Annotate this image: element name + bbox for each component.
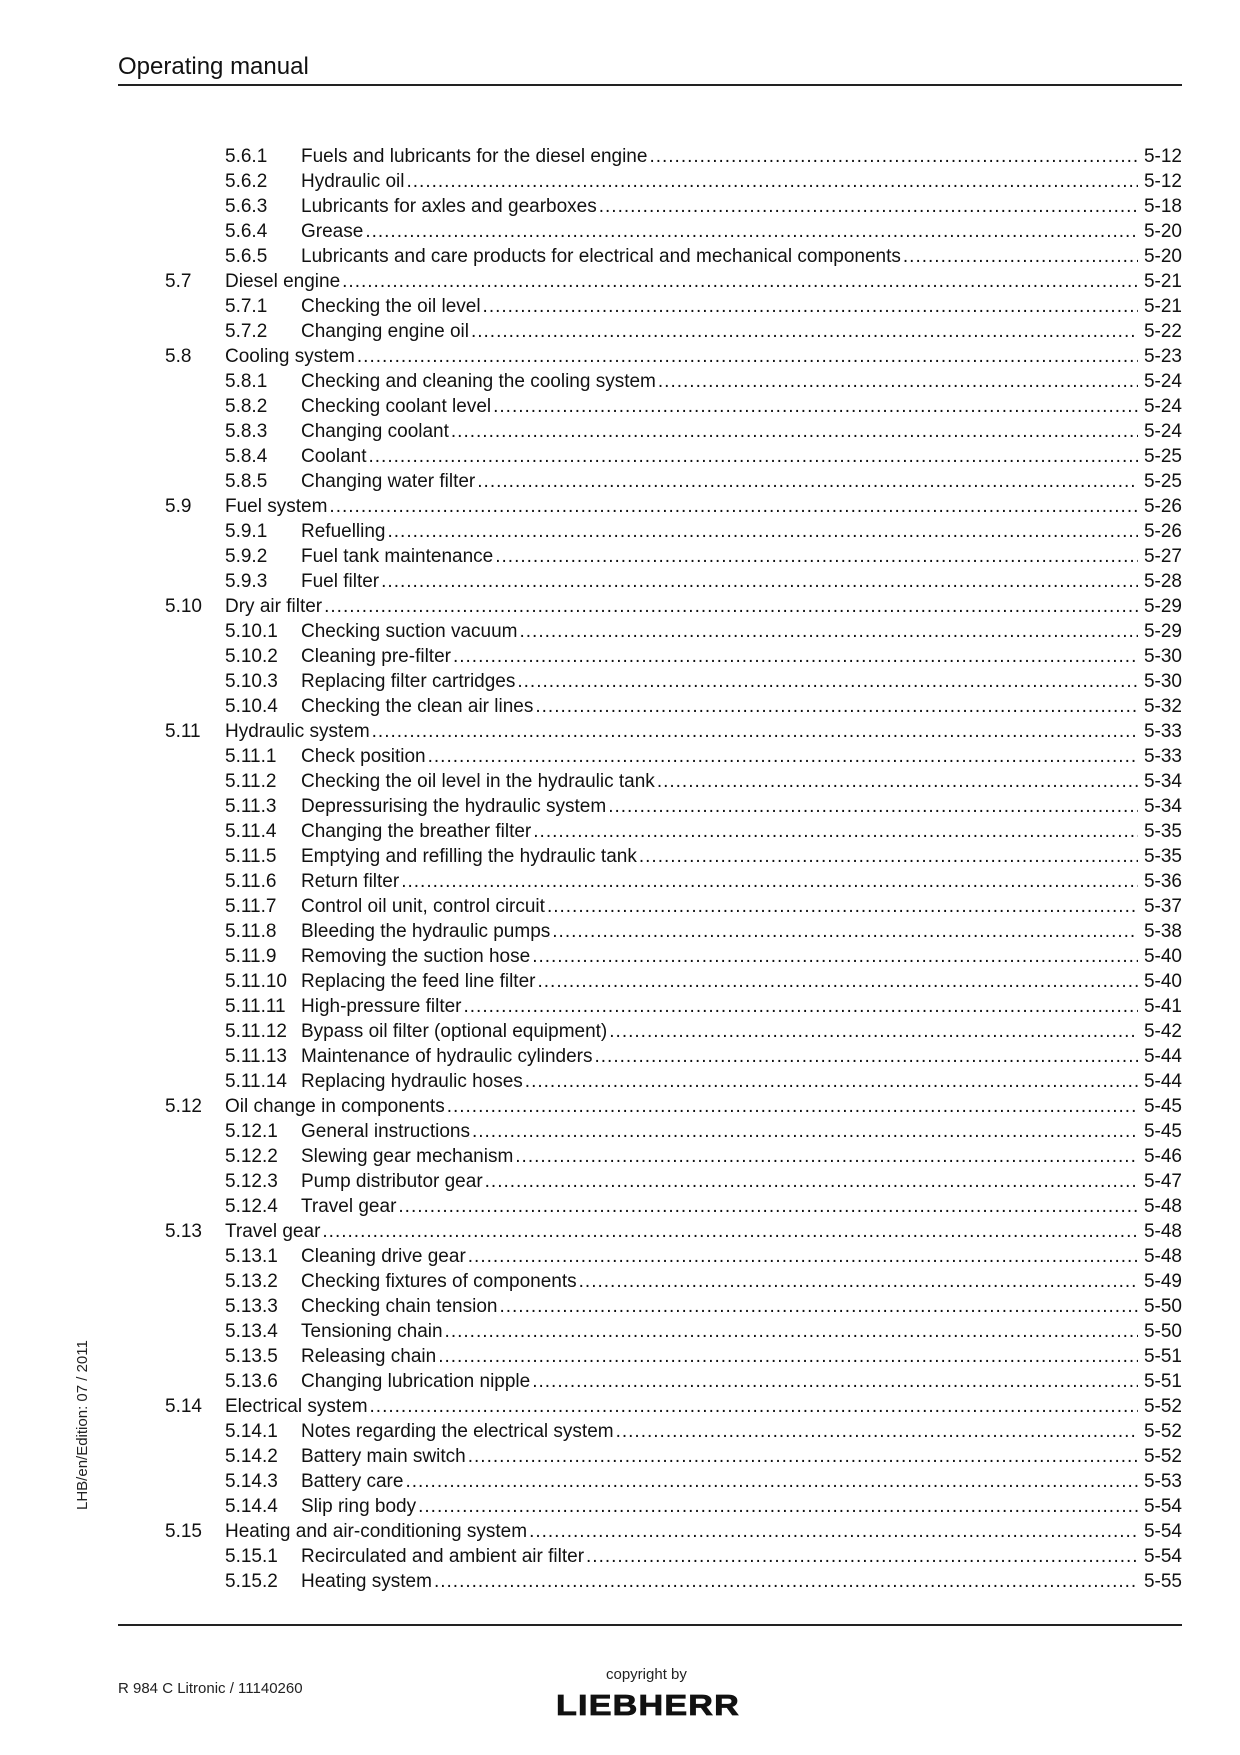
toc-section-title-text: Checking the oil level in the hydraulic tank [301, 771, 655, 792]
toc-section-number: 5.11.8 [225, 921, 277, 942]
toc-section-title [301, 194, 1138, 219]
toc-page-number: 5-25 [1141, 469, 1182, 494]
toc-page-number: 5-51 [1141, 1344, 1182, 1369]
footer-copyright: copyright by [606, 1666, 687, 1683]
toc-page-number: 5-20 [1141, 244, 1182, 269]
toc-section-title [225, 1394, 1138, 1419]
toc-section-title [301, 644, 1138, 669]
toc-page-number: 5-47 [1141, 1169, 1182, 1194]
toc-section-number: 5.12.3 [225, 1171, 278, 1192]
toc-page-number: 5-52 [1141, 1444, 1182, 1469]
toc-page-number: 5-12 [1141, 169, 1182, 194]
toc-page-number: 5-38 [1141, 919, 1182, 944]
toc-page-number: 5-44 [1141, 1069, 1182, 1094]
toc-page-number: 5-29 [1141, 594, 1182, 619]
toc-section-number: 5.13.3 [225, 1296, 278, 1317]
toc-page-number: 5-33 [1141, 744, 1182, 769]
toc-page-number: 5-37 [1141, 894, 1182, 919]
toc-section-title-text: Lubricants for axles and gearboxes [301, 196, 597, 217]
toc-section-title-text: Return filter [301, 871, 400, 892]
toc-row [118, 1494, 1182, 1519]
toc-section-number: 5.9.3 [225, 571, 268, 592]
toc-section-number: 5.14.2 [225, 1446, 278, 1467]
toc-page-number: 5-21 [1141, 269, 1182, 294]
toc-section-number: 5.13.6 [225, 1371, 278, 1392]
toc-section-title [301, 619, 1138, 644]
toc-section-number: 5.9.1 [225, 521, 268, 542]
toc-page-number: 5-26 [1141, 519, 1182, 544]
toc-section-number: 5.8.1 [225, 371, 268, 392]
toc-section-title [225, 269, 1138, 294]
toc-page-number: 5-18 [1141, 194, 1182, 219]
toc-page-number: 5-50 [1141, 1319, 1182, 1344]
toc-section-number: 5.11.2 [225, 771, 277, 792]
toc-section-title [301, 144, 1138, 169]
toc-section-title [301, 1244, 1138, 1269]
toc-section-number: 5.11.13 [225, 1046, 287, 1067]
toc-row [118, 1244, 1182, 1269]
toc-section-title-text: Checking suction vacuum [301, 621, 518, 642]
toc-section-title-text: Checking coolant level [301, 396, 492, 417]
toc-section-number: 5.8.4 [225, 446, 268, 467]
toc-section-title [301, 1369, 1138, 1394]
toc-row [118, 1294, 1182, 1319]
toc-section-title-text: Dry air filter [225, 596, 323, 617]
toc-section-title-text: Checking the clean air lines [301, 696, 534, 717]
toc-section-number: 5.6.1 [225, 146, 268, 167]
toc-section-title-text: Changing coolant [301, 421, 449, 442]
toc-section-number: 5.11.7 [225, 896, 277, 917]
toc-section-title-text: Cleaning drive gear [301, 1246, 466, 1267]
toc-page-number: 5-48 [1141, 1219, 1182, 1244]
toc-row [118, 819, 1182, 844]
toc-section-title-text: Hydraulic oil [301, 171, 405, 192]
toc-section-title [225, 1519, 1138, 1544]
toc-section-title [225, 719, 1138, 744]
toc-row [118, 969, 1182, 994]
toc-section-number: 5.8.2 [225, 396, 268, 417]
toc-page-number: 5-50 [1141, 1294, 1182, 1319]
toc-section-title-text: Removing the suction hose [301, 946, 531, 967]
toc-section-title [301, 1469, 1138, 1494]
toc-page-number: 5-46 [1141, 1144, 1182, 1169]
toc-section-number: 5.11.3 [225, 796, 277, 817]
toc-section-title-text: Fuel system [225, 496, 328, 517]
toc-section-number: 5.14.4 [225, 1496, 278, 1517]
toc-section-title-text: Fuel tank maintenance [301, 546, 494, 567]
toc-section-number: 5.11.4 [225, 821, 277, 842]
toc-section-title-text: Emptying and refilling the hydraulic tank [301, 846, 637, 867]
toc-row [118, 1319, 1182, 1344]
toc-section-title [301, 369, 1138, 394]
toc-section-number: 5.10 [165, 596, 202, 617]
toc-page-number: 5-34 [1141, 769, 1182, 794]
toc-row [118, 669, 1182, 694]
toc-section-number: 5.15 [165, 1521, 202, 1542]
toc-row [118, 1019, 1182, 1044]
toc-section-title [301, 844, 1138, 869]
toc-section-title [301, 894, 1138, 919]
toc-row [118, 494, 1182, 519]
toc-section-title-text: Battery main switch [301, 1446, 466, 1467]
toc-section-title-text: Fuel filter [301, 571, 380, 592]
toc-section-number: 5.13.4 [225, 1321, 278, 1342]
toc-section-number: 5.14.3 [225, 1471, 278, 1492]
toc-page-number: 5-44 [1141, 1044, 1182, 1069]
toc-row [118, 444, 1182, 469]
toc-section-title [301, 1169, 1138, 1194]
toc-section-number: 5.12.1 [225, 1121, 278, 1142]
toc-section-title [301, 819, 1138, 844]
toc-section-title-text: Lubricants and care products for electrical and mechanical components [301, 246, 901, 267]
toc-section-title [301, 1419, 1138, 1444]
toc-page-number: 5-40 [1141, 944, 1182, 969]
toc-page-number: 5-22 [1141, 319, 1182, 344]
toc-row [118, 1544, 1182, 1569]
toc-section-title [301, 1144, 1138, 1169]
toc-section-title [301, 1269, 1138, 1294]
toc-page-number: 5-49 [1141, 1269, 1182, 1294]
toc-page-number: 5-12 [1141, 144, 1182, 169]
toc-row [118, 1169, 1182, 1194]
toc-page-number: 5-24 [1141, 419, 1182, 444]
toc-row [118, 894, 1182, 919]
toc-section-title [301, 944, 1138, 969]
toc-section-title [301, 1069, 1138, 1094]
toc-page-number: 5-52 [1141, 1394, 1182, 1419]
toc-section-number: 5.7.1 [225, 296, 268, 317]
toc-section-title-text: Changing lubrication nipple [301, 1371, 531, 1392]
toc-page-number: 5-54 [1141, 1544, 1182, 1569]
toc-section-title [301, 1494, 1138, 1519]
toc-section-title-text: High-pressure filter [301, 996, 462, 1017]
toc-section-title-text: Cleaning pre-filter [301, 646, 451, 667]
toc-row [118, 994, 1182, 1019]
toc-page-number: 5-33 [1141, 719, 1182, 744]
toc-section-title-text: Checking and cleaning the cooling system [301, 371, 656, 392]
toc-section-title-text: Replacing filter cartridges [301, 671, 516, 692]
toc-section-title [301, 919, 1138, 944]
toc-section-title-text: Changing water filter [301, 471, 476, 492]
toc-row [118, 519, 1182, 544]
toc-section-number: 5.6.3 [225, 196, 268, 217]
toc-row [118, 269, 1182, 294]
toc-section-title-text: Grease [301, 221, 364, 242]
toc-row [118, 1369, 1182, 1394]
toc-page-number: 5-42 [1141, 1019, 1182, 1044]
header-rule [118, 84, 1182, 86]
toc-page-number: 5-27 [1141, 544, 1182, 569]
toc-row [118, 844, 1182, 869]
toc-section-title-text: Heating system [301, 1571, 432, 1592]
toc-row [118, 1219, 1182, 1244]
footer-document-id: R 984 C Litronic / 11140260 [118, 1680, 303, 1697]
toc-row [118, 644, 1182, 669]
toc-page-number: 5-23 [1141, 344, 1182, 369]
toc-page-number: 5-54 [1141, 1494, 1182, 1519]
toc-section-title-text: Refuelling [301, 521, 386, 542]
toc-section-title [301, 569, 1138, 594]
toc-row [118, 1119, 1182, 1144]
toc-section-number: 5.13.1 [225, 1246, 278, 1267]
edition-side-text: LHB/en/Edition: 07 / 2011 [74, 1340, 91, 1510]
toc-section-title-text: Fuels and lubricants for the diesel engine [301, 146, 648, 167]
toc-page-number: 5-54 [1141, 1519, 1182, 1544]
toc-page-number: 5-35 [1141, 844, 1182, 869]
toc-row [118, 719, 1182, 744]
toc-section-title-text: Changing the breather filter [301, 821, 532, 842]
toc-section-title [301, 1319, 1138, 1344]
toc-row [118, 619, 1182, 644]
toc-section-title [301, 469, 1138, 494]
toc-section-title [301, 419, 1138, 444]
toc-section-number: 5.7 [165, 271, 192, 292]
toc-section-title-text: Changing engine oil [301, 321, 469, 342]
toc-section-number: 5.10.3 [225, 671, 278, 692]
toc-section-number: 5.10.2 [225, 646, 278, 667]
toc-section-title [301, 319, 1138, 344]
toc-row [118, 944, 1182, 969]
toc-section-title-text: Electrical system [225, 1396, 368, 1417]
toc-page-number: 5-53 [1141, 1469, 1182, 1494]
toc-section-title-text: Travel gear [225, 1221, 321, 1242]
toc-page-number: 5-45 [1141, 1094, 1182, 1119]
toc-page-number: 5-41 [1141, 994, 1182, 1019]
toc-row [118, 794, 1182, 819]
toc-section-number: 5.6.5 [225, 246, 268, 267]
toc-section-number: 5.13.2 [225, 1271, 278, 1292]
toc-section-title-text: Bypass oil filter (optional equipment) [301, 1021, 608, 1042]
toc-row [118, 419, 1182, 444]
toc-row [118, 469, 1182, 494]
toc-row [118, 1144, 1182, 1169]
toc-page-number: 5-28 [1141, 569, 1182, 594]
toc-section-title [301, 169, 1138, 194]
toc-section-number: 5.11.12 [225, 1021, 287, 1042]
toc-section-number: 5.8.5 [225, 471, 268, 492]
toc-section-title [301, 694, 1138, 719]
toc-section-title [301, 1019, 1138, 1044]
toc-section-number: 5.13 [165, 1221, 202, 1242]
toc-section-number: 5.9.2 [225, 546, 268, 567]
toc-section-title [301, 1344, 1138, 1369]
toc-section-title-text: General instructions [301, 1121, 470, 1142]
toc-page-number: 5-51 [1141, 1369, 1182, 1394]
toc-section-title-text: Heating and air-conditioning system [225, 1521, 528, 1542]
toc-section-title-text: Checking fixtures of components [301, 1271, 577, 1292]
toc-section-title-text: Check position [301, 746, 426, 767]
toc-row [118, 569, 1182, 594]
toc-section-number: 5.12.4 [225, 1196, 278, 1217]
toc-page-number: 5-45 [1141, 1119, 1182, 1144]
toc-page-number: 5-34 [1141, 794, 1182, 819]
toc-section-number: 5.11.9 [225, 946, 277, 967]
toc-section-title [301, 969, 1138, 994]
toc-row [118, 294, 1182, 319]
toc-section-title-text: Bleeding the hydraulic pumps [301, 921, 551, 942]
toc-section-number: 5.8 [165, 346, 192, 367]
toc-page-number: 5-52 [1141, 1419, 1182, 1444]
toc-section-title-text: Notes regarding the electrical system [301, 1421, 614, 1442]
toc-page-number: 5-20 [1141, 219, 1182, 244]
toc-row [118, 369, 1182, 394]
toc-section-title-text: Pump distributor gear [301, 1171, 483, 1192]
toc-row [118, 1394, 1182, 1419]
toc-section-title-text: Diesel engine [225, 271, 341, 292]
toc-section-title-text: Checking chain tension [301, 1296, 498, 1317]
toc-section-title [301, 294, 1138, 319]
toc-section-number: 5.11.5 [225, 846, 277, 867]
toc-row [118, 1444, 1182, 1469]
toc-page-number: 5-30 [1141, 644, 1182, 669]
toc-section-title-text: Cooling system [225, 346, 355, 367]
toc-page-number: 5-24 [1141, 369, 1182, 394]
liebherr-logo [553, 1690, 743, 1720]
toc-section-number: 5.15.2 [225, 1571, 278, 1592]
table-of-contents [118, 144, 1182, 1594]
toc-row [118, 1194, 1182, 1219]
toc-row [118, 1269, 1182, 1294]
toc-row [118, 319, 1182, 344]
toc-page-number: 5-40 [1141, 969, 1182, 994]
toc-section-number: 5.12 [165, 1096, 202, 1117]
toc-row [118, 194, 1182, 219]
toc-row [118, 1044, 1182, 1069]
toc-row [118, 219, 1182, 244]
toc-section-title [225, 494, 1138, 519]
toc-page-number: 5-48 [1141, 1244, 1182, 1269]
toc-row [118, 1569, 1182, 1594]
toc-row [118, 594, 1182, 619]
toc-section-number: 5.15.1 [225, 1546, 278, 1567]
toc-section-number: 5.10.4 [225, 696, 278, 717]
toc-section-title-text: Replacing hydraulic hoses [301, 1071, 523, 1092]
toc-section-title [301, 444, 1138, 469]
toc-section-title [225, 344, 1138, 369]
toc-section-title-text: Depressurising the hydraulic system [301, 796, 607, 817]
toc-row [118, 1419, 1182, 1444]
toc-section-title [301, 219, 1138, 244]
toc-page-number: 5-26 [1141, 494, 1182, 519]
toc-section-title-text: Replacing the feed line filter [301, 971, 536, 992]
toc-section-number: 5.11.6 [225, 871, 277, 892]
toc-section-number: 5.11.11 [225, 996, 286, 1017]
toc-section-title [301, 744, 1138, 769]
toc-section-title-text: Travel gear [301, 1196, 397, 1217]
toc-section-number: 5.11.10 [225, 971, 287, 992]
toc-section-title-text: Control oil unit, control circuit [301, 896, 545, 917]
toc-row [118, 869, 1182, 894]
toc-row [118, 244, 1182, 269]
toc-section-number: 5.11.1 [225, 746, 277, 767]
toc-section-number: 5.6.4 [225, 221, 268, 242]
footer-rule [118, 1624, 1182, 1626]
toc-section-title [301, 1294, 1138, 1319]
toc-page-number: 5-55 [1141, 1569, 1182, 1594]
toc-page-number: 5-36 [1141, 869, 1182, 894]
toc-section-number: 5.11.14 [225, 1071, 287, 1092]
toc-section-title [301, 519, 1138, 544]
toc-page-number: 5-24 [1141, 394, 1182, 419]
toc-section-title [225, 1094, 1138, 1119]
toc-section-number: 5.7.2 [225, 321, 268, 342]
toc-section-number: 5.14.1 [225, 1421, 278, 1442]
toc-row [118, 1094, 1182, 1119]
page-header-title: Operating manual [118, 53, 309, 80]
toc-section-number: 5.13.5 [225, 1346, 278, 1367]
toc-section-title-text: Recirculated and ambient air filter [301, 1546, 585, 1567]
toc-page-number: 5-30 [1141, 669, 1182, 694]
toc-section-title [301, 869, 1138, 894]
toc-section-title [301, 244, 1138, 269]
liebherr-logo-text: LIEBHERR [556, 1690, 740, 1720]
toc-section-title [301, 1444, 1138, 1469]
toc-row [118, 919, 1182, 944]
toc-row [118, 344, 1182, 369]
toc-page-number: 5-21 [1141, 294, 1182, 319]
toc-section-number: 5.11 [165, 721, 201, 742]
toc-section-title [301, 994, 1138, 1019]
toc-section-title [301, 1569, 1138, 1594]
toc-section-number: 5.8.3 [225, 421, 268, 442]
toc-section-title [225, 594, 1138, 619]
toc-section-title [301, 669, 1138, 694]
toc-row [118, 1469, 1182, 1494]
toc-page-number: 5-25 [1141, 444, 1182, 469]
toc-section-title-text: Maintenance of hydraulic cylinders [301, 1046, 593, 1067]
toc-row [118, 744, 1182, 769]
toc-row [118, 1519, 1182, 1544]
toc-row [118, 544, 1182, 569]
toc-page-number: 5-32 [1141, 694, 1182, 719]
toc-section-title [301, 1544, 1138, 1569]
toc-row [118, 769, 1182, 794]
toc-row [118, 144, 1182, 169]
toc-section-title-text: Tensioning chain [301, 1321, 443, 1342]
toc-section-title [301, 1194, 1138, 1219]
toc-section-title [301, 769, 1138, 794]
toc-section-title-text: Battery care [301, 1471, 404, 1492]
toc-section-number: 5.12.2 [225, 1146, 278, 1167]
toc-row [118, 694, 1182, 719]
toc-page-number: 5-35 [1141, 819, 1182, 844]
toc-section-title [301, 794, 1138, 819]
toc-row [118, 1069, 1182, 1094]
toc-section-title-text: Coolant [301, 446, 367, 467]
toc-row [118, 169, 1182, 194]
toc-section-title-text: Releasing chain [301, 1346, 437, 1367]
toc-section-title-text: Hydraulic system [225, 721, 370, 742]
toc-section-title-text: Oil change in components [225, 1096, 445, 1117]
toc-section-title-text: Slip ring body [301, 1496, 417, 1517]
toc-section-title [301, 394, 1138, 419]
toc-section-number: 5.14 [165, 1396, 202, 1417]
toc-section-number: 5.9 [165, 496, 192, 517]
toc-section-title-text: Slewing gear mechanism [301, 1146, 514, 1167]
toc-row [118, 1344, 1182, 1369]
toc-section-number: 5.6.2 [225, 171, 268, 192]
toc-page-number: 5-29 [1141, 619, 1182, 644]
toc-section-title [301, 1044, 1138, 1069]
toc-section-title-text: Checking the oil level [301, 296, 481, 317]
toc-row [118, 394, 1182, 419]
toc-section-title [225, 1219, 1138, 1244]
toc-section-number: 5.10.1 [225, 621, 278, 642]
toc-section-title [301, 544, 1138, 569]
toc-section-title [301, 1119, 1138, 1144]
toc-page-number: 5-48 [1141, 1194, 1182, 1219]
